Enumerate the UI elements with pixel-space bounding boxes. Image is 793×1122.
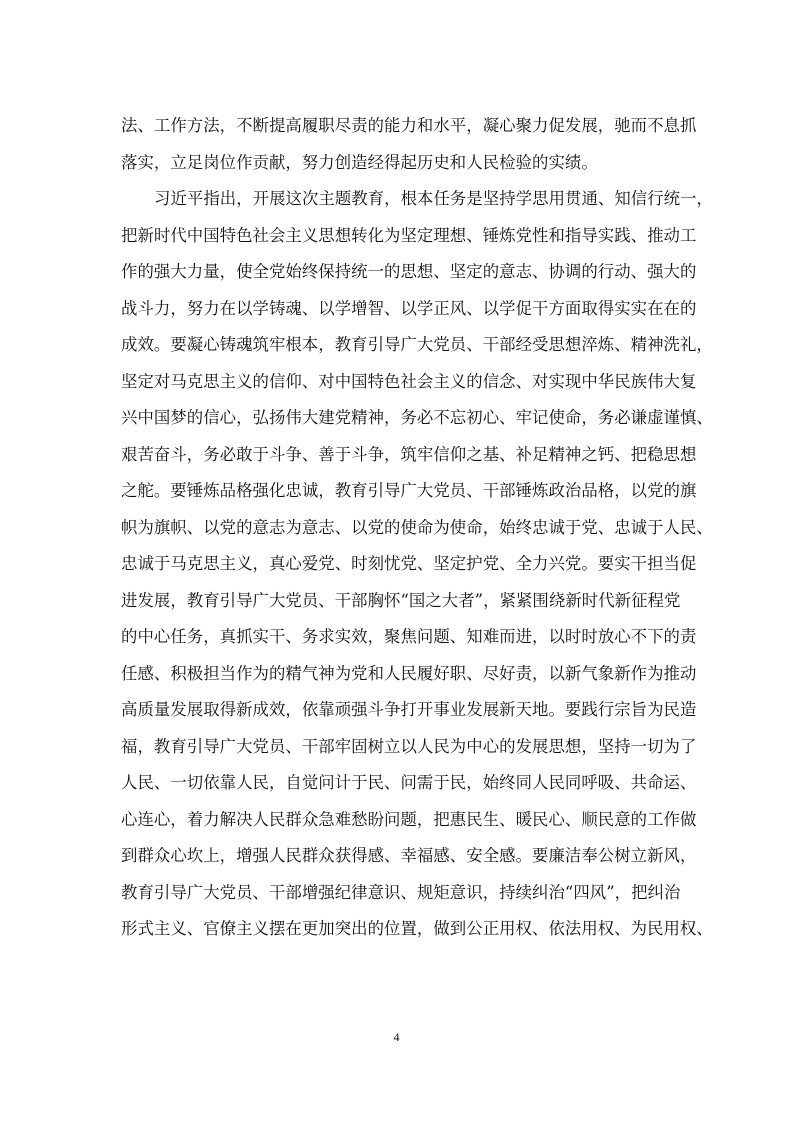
text-line-6: 战斗力，努力在以学铸魂、以学增智、以学正风、以学促干方面取得实实在在的 bbox=[121, 298, 697, 318]
text-line-12: 帜为旗帜、以党的意志为意志、以党的使命为使命，始终忠诚于党、忠诚于人民、 bbox=[121, 517, 713, 537]
text-line-8: 坚定对马克思主义的信仰、对中国特色社会主义的信念、对实现中华民族伟大复 bbox=[121, 371, 697, 391]
text-line-4: 把新时代中国特色社会主义思想转化为坚定理想、锤炼党性和指导实践、推动工 bbox=[121, 225, 697, 245]
body-text bbox=[121, 108, 713, 948]
text-line-1: 法、工作方法，不断提高履职尽责的能力和水平，凝心聚力促发展，驰而不息抓 bbox=[121, 116, 697, 135]
text-line-3: 习近平指出，开展这次主题教育，根本任务是坚持学思用贯通、知信行统一， bbox=[154, 189, 713, 208]
text-line-15: 的中心任务，真抓实干、务求实效，聚焦问题、知难而进，以时时放心不下的责 bbox=[121, 627, 697, 646]
text-line-9: 兴中国梦的信心，弘扬伟大建党精神，务必不忘初心、牢记使命，务必谦虚谨慎、 bbox=[121, 408, 713, 427]
text-line-14: 进发展，教育引导广大党员、干部胸怀“国之大者”，紧紧围绕新时代新征程党 bbox=[121, 590, 681, 610]
text-line-5: 作的强大力量，使全党始终保持统一的思想、坚定的意志、协调的行动、强大的 bbox=[121, 262, 697, 281]
text-line-10: 艰苦奋斗，务必敢于斗争、善于斗争，筑牢信仰之基、补足精神之钙、把稳思想 bbox=[121, 444, 697, 464]
page-number: 4 bbox=[393, 1030, 400, 1044]
text-line-13: 忠诚于马克思主义，真心爱党、时刻忧党、坚定护党、全力兴党。要实干担当促 bbox=[121, 554, 697, 573]
text-line-22: 教育引导广大党员、干部增强纪律意识、规矩意识，持续纠治“四风”，把纠治 bbox=[121, 882, 681, 902]
text-line-20: 心连心，着力解决人民群众急难愁盼问题，把惠民生、暖民心、顺民意的工作做 bbox=[121, 809, 697, 829]
text-line-23: 形式主义、官僚主义摆在更加突出的位置，做到公正用权、依法用权、为民用权、 bbox=[121, 919, 713, 938]
text-line-19: 人民、一切依靠人民，自觉问计于民、问需于民，始终同人民同呼吸、共命运、 bbox=[121, 773, 697, 792]
text-line-11: 之舵。要锤炼品格强化忠诚，教育引导广大党员、干部锤炼政治品格，以党的旗 bbox=[121, 481, 697, 500]
text-line-17: 高质量发展取得新成效，依靠顽强斗争打开事业发展新天地。要践行宗旨为民造 bbox=[121, 700, 697, 719]
text-line-21: 到群众心坎上，增强人民群众获得感、幸福感、安全感。要廉洁奉公树立新风， bbox=[121, 846, 697, 865]
text-line-2: 落实，立足岗位作贡献，努力创造经得起历史和人民检验的实绩。 bbox=[121, 152, 598, 172]
text-line-7: 成效。要凝心铸魂筑牢根本，教育引导广大党员、干部经受思想淬炼、精神洗礼， bbox=[121, 335, 713, 354]
text-line-18: 福，教育引导广大党员、干部牢固树立以人民为中心的发展思想，坚持一切为了 bbox=[121, 736, 697, 756]
text-line-16: 任感、积极担当作为的精气神为党和人民履好职、尽好责，以新气象新作为推动 bbox=[121, 663, 697, 683]
